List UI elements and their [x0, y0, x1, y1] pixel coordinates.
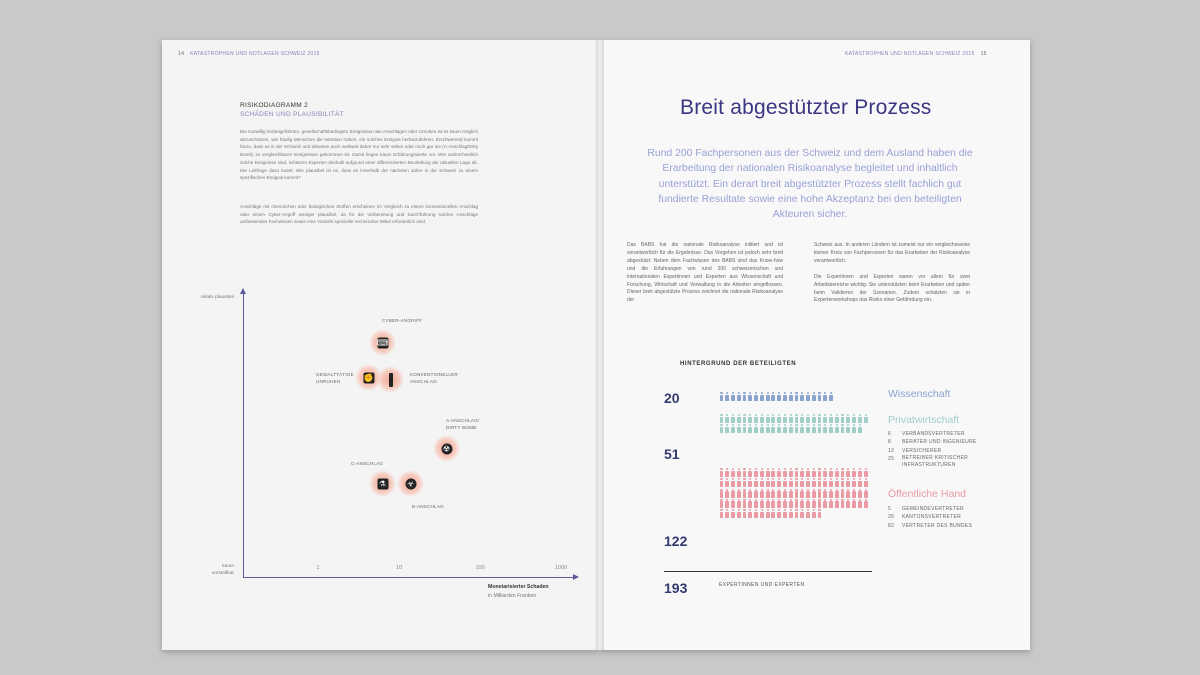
person-icon — [788, 414, 793, 424]
page-number-right: 15 — [980, 51, 987, 57]
person-icon — [823, 392, 828, 402]
label-riots: GEWALTTÄTIGE UNRUHEN — [316, 372, 354, 384]
person-icon — [759, 478, 764, 488]
person-icon — [794, 414, 799, 424]
person-icon — [863, 414, 868, 424]
person-icon — [731, 468, 736, 478]
person-icon — [759, 468, 764, 478]
person-icon — [829, 392, 834, 402]
person-icon — [811, 478, 816, 488]
person-icon — [759, 489, 764, 499]
person-icon — [857, 414, 862, 424]
biohazard-icon: ☣ — [406, 479, 415, 488]
person-icon — [742, 489, 747, 499]
person-row — [719, 509, 869, 519]
person-icon — [771, 424, 776, 434]
person-icon — [754, 392, 759, 402]
person-icon — [765, 424, 770, 434]
person-icon — [857, 489, 862, 499]
count-public: 122 — [664, 533, 688, 549]
person-icon — [777, 478, 782, 488]
person-icon — [863, 478, 868, 488]
person-icon — [742, 414, 747, 424]
person-icon — [782, 392, 787, 402]
person-icon — [736, 478, 741, 488]
dynamite-icon — [389, 373, 393, 387]
person-icon — [852, 414, 857, 424]
person-icon — [852, 468, 857, 478]
person-row — [719, 424, 869, 434]
person-icon — [811, 392, 816, 402]
person-icon — [782, 478, 787, 488]
lead-paragraph: Rund 200 Fachpersonen aus der Schweiz und dem Ausland haben die Erarbeitung der nationalen Risikoanalyse begleitet und inhaltlich unterstützt. Ein derart breit abgestützter Prozess stellt fachlich gut fundierte Resultate sowie eine hohe Akzeptanz bei den beteiligten Akteuren sicher. — [647, 148, 973, 221]
sublist-count: 35 — [888, 514, 895, 521]
person-icon — [754, 414, 759, 424]
person-icon — [748, 478, 753, 488]
person-icon — [846, 489, 851, 499]
person-row — [719, 489, 869, 499]
person-icon — [794, 478, 799, 488]
person-icon — [759, 392, 764, 402]
person-icon — [817, 392, 822, 402]
person-icon — [840, 489, 845, 499]
person-icon — [834, 478, 839, 488]
person-icon — [742, 392, 747, 402]
person-icon — [857, 424, 862, 434]
person-icon — [725, 499, 730, 509]
x-axis-label: Monetarisierter Schaden — [488, 584, 549, 590]
person-icon — [765, 478, 770, 488]
person-icon — [748, 499, 753, 509]
person-icon — [719, 414, 724, 424]
person-icon — [742, 509, 747, 519]
person-icon — [748, 468, 753, 478]
person-icon — [857, 499, 862, 509]
x-tick-label: 10 — [396, 565, 403, 571]
x-axis-unit: in Milliarden Franken — [488, 593, 537, 599]
label-c-attack: C-ANSCHLAG — [351, 461, 384, 466]
x-axis — [243, 577, 573, 578]
people-public — [719, 468, 869, 519]
person-row — [719, 478, 869, 488]
person-icon — [788, 489, 793, 499]
person-icon — [782, 489, 787, 499]
person-icon — [754, 478, 759, 488]
person-icon — [840, 478, 845, 488]
sublist-public — [888, 505, 972, 530]
running-head-right — [845, 51, 987, 57]
person-icon — [777, 509, 782, 519]
person-icon — [765, 509, 770, 519]
fist-icon: ✊ — [363, 373, 374, 382]
person-icon — [725, 414, 730, 424]
person-icon — [846, 424, 851, 434]
person-row — [719, 468, 869, 478]
person-icon — [817, 489, 822, 499]
person-icon — [829, 478, 834, 488]
sublist-label: GEMEINDEVERTRETER — [902, 506, 964, 512]
y-top-label: relativ plausibel — [200, 295, 234, 300]
person-icon — [834, 424, 839, 434]
person-icon — [794, 392, 799, 402]
x-axis-arrow — [573, 574, 579, 580]
person-icon — [777, 499, 782, 509]
person-icon — [805, 414, 810, 424]
x-tick-label: 1000 — [555, 565, 568, 571]
person-icon — [823, 468, 828, 478]
label-dirty-bomb: A-ANSCHLAG/ DIRTY BOMB — [446, 418, 480, 430]
person-icon — [823, 499, 828, 509]
sublist-count: 82 — [888, 522, 895, 529]
person-icon — [754, 424, 759, 434]
person-icon — [742, 478, 747, 488]
person-icon — [788, 468, 793, 478]
sublist-count: 25 — [888, 456, 895, 463]
person-icon — [754, 499, 759, 509]
sublist-label: BERATER UND INGENIEURE — [902, 439, 977, 446]
person-icon — [782, 414, 787, 424]
person-icon — [725, 478, 730, 488]
person-icon — [771, 499, 776, 509]
sublist-item — [888, 438, 977, 446]
person-icon — [794, 468, 799, 478]
sublist-label: BETREIBER KRITISCHER INFRASTRUKTUREN — [902, 455, 969, 468]
person-icon — [823, 424, 828, 434]
radiation-icon: ☢ — [442, 444, 451, 453]
person-icon — [754, 468, 759, 478]
count-total: 193 — [664, 580, 688, 596]
person-icon — [782, 424, 787, 434]
people-private — [719, 414, 869, 435]
person-icon — [788, 509, 793, 519]
person-icon — [725, 468, 730, 478]
person-icon — [731, 478, 736, 488]
person-icon — [719, 478, 724, 488]
person-icon — [805, 392, 810, 402]
person-icon — [719, 499, 724, 509]
person-row — [719, 499, 869, 509]
y-axis — [243, 292, 244, 577]
dirty-bomb-marker — [433, 435, 460, 462]
sublist-item — [888, 505, 972, 513]
sublist-label: VERSICHERER — [902, 447, 942, 454]
person-icon — [742, 468, 747, 478]
person-icon — [725, 489, 730, 499]
person-icon — [829, 414, 834, 424]
person-icon — [823, 414, 828, 424]
sublist-label: KANTONSVERTRETER — [902, 514, 962, 521]
person-icon — [759, 499, 764, 509]
sublist-label: VERTRETER DES BUNDES — [902, 522, 973, 529]
sublist-item — [888, 430, 977, 438]
person-icon — [817, 468, 822, 478]
label-conventional-attack: KONVENTIONELLER ANSCHLAG — [410, 372, 458, 384]
person-icon — [736, 414, 741, 424]
person-icon — [823, 489, 828, 499]
person-icon — [811, 499, 816, 509]
person-icon — [742, 499, 747, 509]
person-icon — [748, 489, 753, 499]
person-icon — [725, 509, 730, 519]
person-icon — [754, 489, 759, 499]
x-tick-label: 100 — [475, 565, 485, 571]
person-icon — [782, 499, 787, 509]
person-icon — [731, 509, 736, 519]
person-icon — [725, 424, 730, 434]
person-icon — [840, 424, 845, 434]
sublist-item — [888, 513, 972, 521]
person-icon — [829, 499, 834, 509]
person-icon — [719, 489, 724, 499]
running-head-left — [178, 51, 320, 57]
right-page — [600, 40, 1030, 650]
person-icon — [817, 414, 822, 424]
person-icon — [823, 478, 828, 488]
person-icon — [719, 509, 724, 519]
spine — [596, 40, 604, 650]
person-icon — [765, 392, 770, 402]
cyber-attack-marker — [369, 329, 396, 356]
person-icon — [800, 414, 805, 424]
person-icon — [805, 468, 810, 478]
person-icon — [719, 392, 724, 402]
person-icon — [840, 499, 845, 509]
person-icon — [840, 468, 845, 478]
person-icon — [731, 414, 736, 424]
person-icon — [863, 499, 868, 509]
person-icon — [852, 499, 857, 509]
person-icon — [800, 509, 805, 519]
person-icon — [794, 489, 799, 499]
body-column-2-para-1: Schweiz aus. In anderen Ländern ist zumeist nur ein vergleichsweise kleiner Kreis von Fachpersonen für das Erarbeiten der Risikoanalyse verantwortlich. — [814, 242, 970, 264]
total-label: EXPERTINNEN UND EXPERTEN — [719, 582, 805, 588]
person-icon — [794, 499, 799, 509]
person-icon — [857, 478, 862, 488]
person-icon — [817, 424, 822, 434]
y-axis-arrow — [240, 288, 246, 294]
y-bottom-label: kaum vorstellbar — [211, 564, 234, 576]
person-icon — [765, 499, 770, 509]
category-public: Öffentliche Hand — [888, 488, 967, 500]
person-icon — [748, 509, 753, 519]
person-icon — [736, 392, 741, 402]
person-icon — [811, 414, 816, 424]
person-icon — [800, 489, 805, 499]
person-icon — [788, 424, 793, 434]
person-icon — [771, 478, 776, 488]
label-b-attack: B-ANSCHLAG — [412, 504, 444, 509]
person-icon — [748, 414, 753, 424]
infographic-title: HINTERGRUND DER BETEILIGTEN — [680, 361, 797, 367]
person-icon — [794, 509, 799, 519]
diagram-subtitle: SCHÄDEN UND PLAUSIBILITÄT — [240, 111, 344, 118]
b-attack-marker — [397, 470, 424, 497]
person-icon — [811, 509, 816, 519]
paragraph-2: Anschläge mit chemischen oder biologischen Stoffen erscheinen im Vergleich zu einem konventionellen Anschlag oder einem Cyber-Angriff weniger plausibel, da für die Vorbereitung und Durchführung solcher Anschläge umfassendes Fachwissen sowie eine Vielzahl spezieller technischer Mittel erforderlich sind. — [240, 204, 478, 225]
person-icon — [834, 468, 839, 478]
person-icon — [817, 499, 822, 509]
person-icon — [765, 414, 770, 424]
person-icon — [777, 392, 782, 402]
person-icon — [800, 478, 805, 488]
total-rule — [664, 571, 872, 572]
diagram-title: RISIKODIAGRAMM 2 — [240, 102, 309, 109]
person-icon — [863, 489, 868, 499]
person-icon — [800, 468, 805, 478]
person-icon — [805, 509, 810, 519]
person-icon — [731, 489, 736, 499]
sublist-count: 8 — [888, 439, 892, 446]
person-icon — [759, 424, 764, 434]
person-icon — [805, 424, 810, 434]
paragraph-1: Bei mutwillig herbeigeführten, gesellschaftsbedingten Ereignissen wie Anschlägen oder Unruhen ist es kaum möglich abzuschätzen, wie häufig Menschen die Intention haben, ein solches Ereignis herbeizuführen. Erschwerend kommt hinzu, dass es in der Schweiz und teilweise auch weltweit daher nur sehr selten oder noch gar nie (A-Anschlag/Dirty Bomb) zu vergleichbaren Ereignissen gekommen ist. Damit liegen kaum Erfahrungswerte vor. Wie wahrscheinlich solche Ereignisse sind, schätzen Experten deshalb aufgrund einer differenzierten Beurteilung der aktuellen Lage ab. Die Leitfrage dazu lautet: Wie plausibel ist es, dass es innerhalb der nächsten Jahre in der Schweiz zu einem spezifischen Ereignis kommt? — [240, 129, 478, 181]
label-cyber-attack: CYBER-ANGRIFF — [382, 318, 423, 323]
sublist-private — [888, 430, 977, 468]
person-icon — [771, 468, 776, 478]
person-icon — [725, 392, 730, 402]
person-icon — [771, 489, 776, 499]
body-column-1: Das BABS hat die nationale Risikoanalyse initiiert und ist verantwortlich für die Ergebnisse. Das Vorgehen ist jedoch sehr breit abgestützt: Neben dem Fachwissen des BABS sind das Know-how und die Erfahrungen von rund 200 schweizerischen und internationalen Expertinnen und Experten aus Wissenschaft und Forschung, Wirtschaft und Verwaltung in die Arbeiten eingeflossen. Dieser breit abgestützte Prozess zeichnet die nationale Risikoanalyse der — [627, 242, 783, 304]
person-icon — [719, 424, 724, 434]
sublist-item — [888, 447, 977, 455]
person-icon — [731, 424, 736, 434]
person-icon — [748, 424, 753, 434]
person-icon — [736, 468, 741, 478]
person-icon — [829, 489, 834, 499]
page-number-left: 14 — [178, 51, 185, 57]
person-icon — [736, 509, 741, 519]
sublist-count: 6 — [888, 431, 892, 437]
person-icon — [736, 424, 741, 434]
person-icon — [777, 489, 782, 499]
person-row — [719, 392, 834, 402]
person-icon — [805, 489, 810, 499]
conventional-attack-marker — [377, 366, 404, 393]
person-icon — [811, 468, 816, 478]
person-icon — [765, 489, 770, 499]
person-icon — [777, 424, 782, 434]
person-icon — [846, 414, 851, 424]
person-icon — [794, 424, 799, 434]
body-column-2 — [814, 242, 970, 305]
x-tick-label: 1 — [316, 565, 320, 571]
person-icon — [765, 468, 770, 478]
category-private: Privatwirtschaft — [888, 414, 960, 426]
person-icon — [782, 509, 787, 519]
person-icon — [788, 499, 793, 509]
count-science: 20 — [664, 390, 680, 406]
c-attack-marker — [369, 470, 396, 497]
person-row — [719, 414, 869, 424]
person-icon — [731, 499, 736, 509]
sublist-item — [888, 455, 977, 468]
person-icon — [800, 499, 805, 509]
headline: Breit abgestützter Prozess — [680, 96, 932, 119]
person-icon — [852, 489, 857, 499]
count-private: 51 — [664, 446, 680, 462]
person-icon — [777, 468, 782, 478]
flask-icon: ⚗ — [378, 479, 387, 488]
person-icon — [834, 499, 839, 509]
person-icon — [863, 468, 868, 478]
person-icon — [788, 478, 793, 488]
person-icon — [811, 489, 816, 499]
running-head-right-text: KATASTROPHEN UND NOTLAGEN SCHWEIZ 2015 — [845, 51, 975, 57]
category-science: Wissenschaft — [888, 388, 951, 400]
person-icon — [852, 424, 857, 434]
running-head-left-text: KATASTROPHEN UND NOTLAGEN SCHWEIZ 2015 — [190, 51, 320, 57]
person-icon — [719, 468, 724, 478]
person-icon — [759, 509, 764, 519]
sublist-label: VERBANDSVERTRETER — [902, 431, 965, 437]
person-icon — [800, 392, 805, 402]
person-icon — [742, 424, 747, 434]
person-icon — [829, 468, 834, 478]
person-icon — [771, 392, 776, 402]
person-icon — [800, 424, 805, 434]
person-icon — [759, 414, 764, 424]
sublist-count: 12 — [888, 447, 895, 454]
person-icon — [846, 499, 851, 509]
person-icon — [788, 392, 793, 402]
body-column-2-para-2: Die Expertinnen und Experten waren vor allem für zwei Arbeitsbereiche wichtig: Sie unterstützten beim Erarbeiten und später beim Validieren der Szenarien. Zudem schätzten sie in Expertenworkshops das Risiko einer Gefährdung ein. — [814, 273, 970, 304]
person-icon — [736, 489, 741, 499]
sublist-item — [888, 522, 972, 530]
person-icon — [777, 414, 782, 424]
person-icon — [846, 478, 851, 488]
people-science — [719, 392, 834, 402]
person-icon — [748, 392, 753, 402]
person-icon — [771, 414, 776, 424]
person-icon — [817, 478, 822, 488]
sublist-count: 5 — [888, 506, 892, 512]
person-icon — [736, 499, 741, 509]
person-icon — [834, 489, 839, 499]
person-icon — [731, 392, 736, 402]
person-icon — [771, 509, 776, 519]
person-icon — [829, 424, 834, 434]
person-icon — [805, 478, 810, 488]
person-icon — [834, 414, 839, 424]
person-icon — [805, 499, 810, 509]
person-icon — [754, 509, 759, 519]
person-icon — [811, 424, 816, 434]
laptop-icon: ⌨ — [377, 338, 389, 347]
person-icon — [782, 468, 787, 478]
person-icon — [857, 468, 862, 478]
person-icon — [852, 478, 857, 488]
person-icon — [817, 509, 822, 519]
person-icon — [846, 468, 851, 478]
person-icon — [840, 414, 845, 424]
